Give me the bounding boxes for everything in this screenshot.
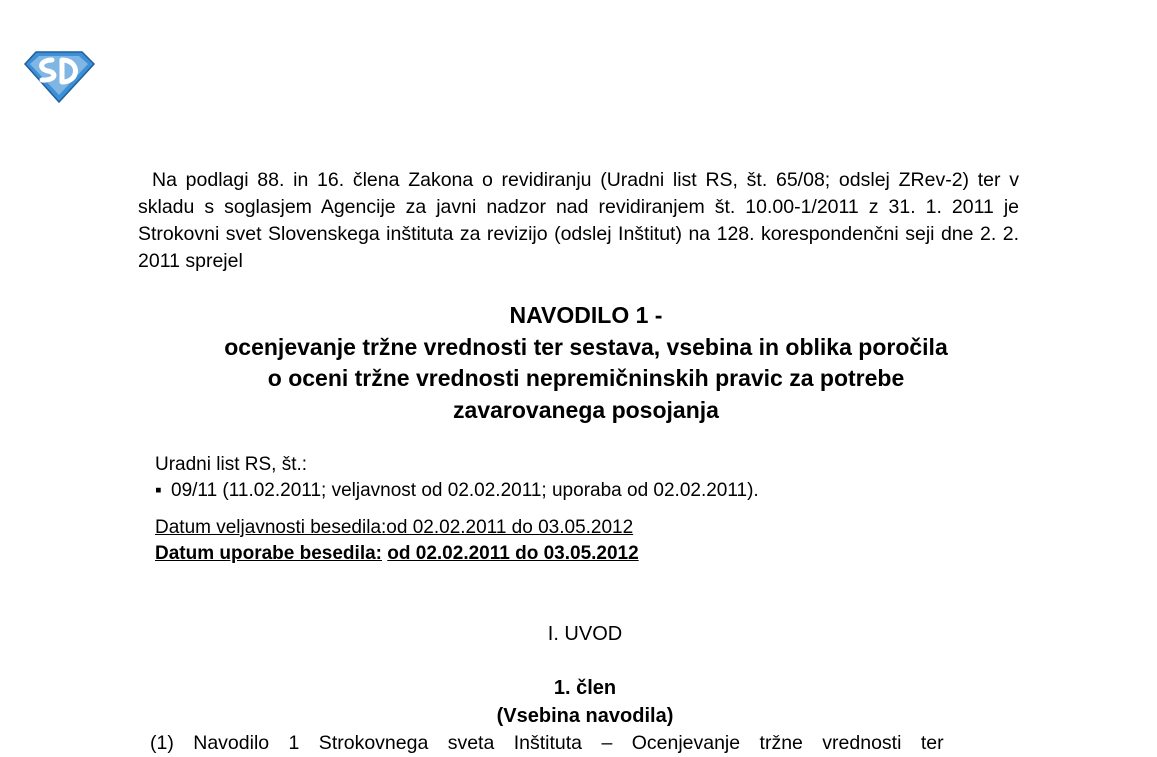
title-line-1: NAVODILO 1 - <box>509 302 663 328</box>
section-heading: I. UVOD <box>547 623 623 645</box>
validity-value: od 02.02.2011 do 03.05.2012 <box>386 517 634 538</box>
article-paragraph: (1) Navodilo 1 Strokovnega sveta Inštituta – Ocenjevanje tržne vrednosti ter <box>150 732 944 754</box>
intro-paragraph: Na podlagi 88. in 16. člena Zakona o revidiranju (Uradni list RS, št. 65/08; odslej ZRev-2) ter v skladu s soglasjem Agencije za javni nadzor nad revidiranjem št. 10.00-1/2011 z 31. 1. 2011 je Strokovni svet Slovenskega inštituta za revizijo (odslej Inštitut) na 128. korespondenčni seji dne 2. 2. 2011 sprejel <box>138 169 1019 272</box>
publication-item-text: 09/11 (11.02.2011; veljavnost od 02.02.2011; uporaba od 02.02.2011). <box>171 480 759 501</box>
sid-logo-icon <box>22 50 96 104</box>
publication-info <box>155 452 1035 504</box>
usage-date-line <box>155 541 639 567</box>
usage-label: Datum uporabe besedila: <box>155 543 382 564</box>
article-title: (Vsebina navodila) <box>496 705 674 727</box>
document-title <box>130 300 1042 426</box>
validity-label: Datum veljavnosti besedila: <box>155 517 387 538</box>
validity-date-line <box>155 515 639 541</box>
title-line-2: ocenjevanje tržne vrednosti ter sestava, vsebina in oblika poročila <box>224 333 948 360</box>
bullet-icon: ▪ <box>155 480 162 501</box>
article-number: 1. člen <box>553 677 617 699</box>
title-line-3: o oceni tržne vrednosti nepremičninskih pravic za potrebe <box>267 365 905 391</box>
dates-block <box>155 515 639 567</box>
publication-item <box>155 478 1035 504</box>
publication-label: Uradni list RS, št.: <box>155 454 308 475</box>
usage-value: od 02.02.2011 do 03.05.2012 <box>387 543 639 564</box>
title-line-4: zavarovanega posojanja <box>453 396 719 423</box>
